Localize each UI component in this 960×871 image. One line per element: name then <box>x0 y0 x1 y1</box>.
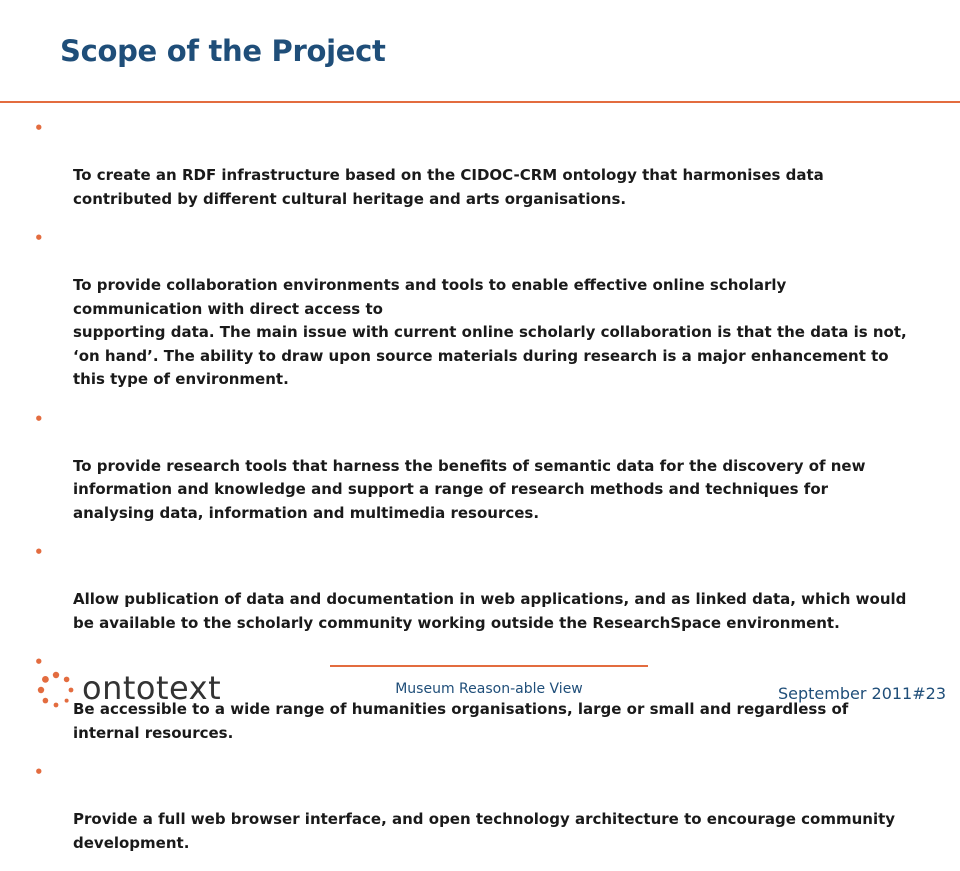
bullet-text: To create an RDF infrastructure based on the CIDOC-CRM ontology that harmonises data contributed by different cultural heritage and arts organisations. <box>73 166 824 208</box>
bullet-item <box>30 408 910 526</box>
footer-divider <box>330 665 648 667</box>
bullet-item <box>30 117 910 211</box>
bullet-item <box>30 541 910 635</box>
bullet-text: To provide collaboration environments and tools to enable effective online scholarly communication with direct access to supporting data. The main issue with current online scholarly collaboration is that the data is not, ‘on hand’. The ability to draw upon source materials during research is a major enhancement to this type of environment. <box>73 276 907 388</box>
bullet-list <box>30 117 910 871</box>
bullet-text: Provide a full web browser interface, and open technology architecture to encourage community development. <box>73 810 896 852</box>
logo-wordmark: ontotext <box>82 669 222 707</box>
bullet-marker: • <box>34 409 44 428</box>
bullet-marker: • <box>34 119 44 137</box>
slide-title: Scope of the Project <box>60 34 386 68</box>
footer-presentation-title: Museum Reason-able View <box>395 681 583 697</box>
bullet-text: Be accessible to a wide range of humanities organisations, large or small and regardless of internal resources. <box>73 700 849 742</box>
bullet-marker: • <box>34 763 44 781</box>
bullet-marker: • <box>34 543 44 561</box>
bullet-item <box>30 761 910 855</box>
dot-circle-logo-icon <box>36 670 76 710</box>
bullet-text: Allow publication of data and documentation in web applications, and as linked data, which would be available to the scholarly community working outside the ResearchSpace environment. <box>73 590 907 632</box>
ontotext-logo <box>36 668 236 712</box>
bullet-text: To provide research tools that harness the benefits of semantic data for the discovery of new information and knowledge and support a range of research methods and techniques for analysing data, information and multimedia resources. <box>73 456 866 522</box>
title-divider <box>0 101 960 103</box>
bullet-marker: • <box>34 653 44 671</box>
bullet-marker: • <box>34 229 44 247</box>
bullet-item <box>30 227 910 392</box>
footer-date-page: September 2011#23 <box>777 684 946 703</box>
